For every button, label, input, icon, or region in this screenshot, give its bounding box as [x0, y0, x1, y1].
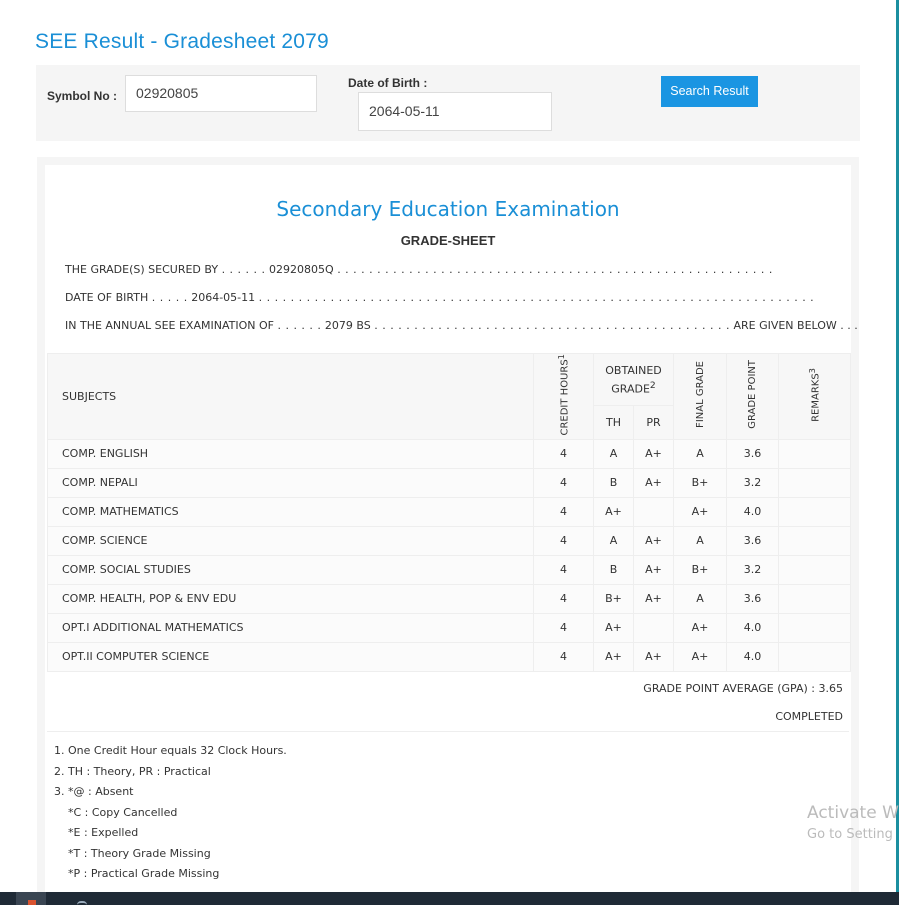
remarks-cell — [779, 584, 851, 613]
pr-grade-cell: A+ — [634, 584, 674, 613]
subject-cell: COMP. NEPALI — [48, 468, 534, 497]
page-title: SEE Result - Gradesheet 2079 — [35, 30, 329, 53]
credit-cell: 4 — [534, 584, 594, 613]
table-row — [48, 439, 851, 468]
grade-point-cell: 3.6 — [727, 584, 779, 613]
final-grade-cell: A+ — [674, 613, 727, 642]
grade-point-cell: 4.0 — [727, 613, 779, 642]
final-grade-cell: B+ — [674, 555, 727, 584]
remarks-cell — [779, 439, 851, 468]
subject-cell: COMP. MATHEMATICS — [48, 497, 534, 526]
remarks-cell — [779, 642, 851, 671]
exam-line-value: 2079 BS — [324, 319, 371, 332]
status-text: COMPLETED — [775, 710, 843, 723]
pr-header: PR — [634, 406, 674, 439]
grades-secured-line: THE GRADE(S) SECURED BY . . . . . . 02920805Q . . . . . . . . . . . . . . . . . . . . . . . . . . . . . . . . . . . . . . . . . . . . . . . . . . . . . . . — [65, 263, 773, 276]
note-item: *T : Theory Grade Missing — [68, 846, 211, 860]
table-row — [48, 613, 851, 642]
remarks-cell — [779, 613, 851, 642]
subject-cell: OPT.I ADDITIONAL MATHEMATICS — [48, 613, 534, 642]
grade-point-cell: 3.2 — [727, 555, 779, 584]
final-grade-cell: A+ — [674, 642, 727, 671]
note-item: 1. One Credit Hour equals 32 Clock Hours. — [54, 744, 287, 757]
final-grade-cell: A+ — [674, 497, 727, 526]
taskbar — [0, 892, 899, 905]
subject-cell: COMP. HEALTH, POP & ENV EDU — [48, 584, 534, 613]
subject-cell: OPT.II COMPUTER SCIENCE — [48, 642, 534, 671]
note-item: *C : Copy Cancelled — [68, 805, 178, 819]
th-grade-cell: A — [594, 526, 634, 555]
pr-grade-cell: A+ — [634, 642, 674, 671]
note-item: *E : Expelled — [68, 826, 139, 839]
dob-line-label: DATE OF BIRTH — [65, 291, 149, 304]
th-grade-cell: B — [594, 468, 634, 497]
table-row — [48, 584, 851, 613]
final-grade-cell: A — [674, 526, 727, 555]
th-grade-cell: A+ — [594, 497, 634, 526]
remarks-cell — [779, 555, 851, 584]
credit-cell: 4 — [534, 613, 594, 642]
credit-cell: 4 — [534, 526, 594, 555]
subject-cell: COMP. SOCIAL STUDIES — [48, 555, 534, 584]
th-grade-cell: A+ — [594, 613, 634, 642]
taskbar-edge-icon[interactable] — [77, 901, 87, 907]
credit-cell: 4 — [534, 439, 594, 468]
pr-grade-cell: A+ — [634, 468, 674, 497]
subjects-header: SUBJECTS — [48, 354, 534, 440]
pr-grade-cell: A+ — [634, 439, 674, 468]
remarks-cell — [779, 468, 851, 497]
final-grade-cell: A — [674, 439, 727, 468]
credit-hours-header: CREDIT HOURS$^1$ — [534, 354, 594, 440]
th-grade-cell: A — [594, 439, 634, 468]
footnotes — [54, 741, 287, 885]
obtained-grade-header: OBTAINED GRADE$^2$ — [594, 354, 674, 406]
grade-point-cell: 3.2 — [727, 468, 779, 497]
grades-secured-value: 02920805Q — [269, 263, 334, 276]
remarks-cell — [779, 526, 851, 555]
dob-label: Date of Birth : — [348, 76, 428, 90]
grade-point-cell: 4.0 — [727, 642, 779, 671]
remarks-header: REMARKS$^3$ — [779, 354, 851, 440]
th-grade-cell: B+ — [594, 584, 634, 613]
table-row — [48, 555, 851, 584]
final-grade-cell: A — [674, 584, 727, 613]
grade-table-body — [48, 439, 851, 671]
symbol-input[interactable]: 02920805 — [125, 75, 317, 112]
activation-watermark-subtitle: Go to Setting — [807, 827, 893, 842]
search-result-button[interactable]: Search Result — [661, 76, 758, 107]
th-grade-cell: B — [594, 555, 634, 584]
grade-point-header: GRADE POINT — [727, 354, 779, 440]
credit-cell: 4 — [534, 468, 594, 497]
note-item: 2. TH : Theory, PR : Practical — [54, 764, 211, 778]
final-grade-cell: B+ — [674, 468, 727, 497]
credit-cell: 4 — [534, 555, 594, 584]
grade-table — [47, 353, 851, 672]
exam-line-suffix: ARE GIVEN BELOW . . . — [733, 319, 858, 332]
pr-grade-cell — [634, 497, 674, 526]
table-row — [48, 497, 851, 526]
final-grade-header: FINAL GRADE — [674, 354, 727, 440]
credit-cell: 4 — [534, 642, 594, 671]
subject-cell: COMP. SCIENCE — [48, 526, 534, 555]
table-row — [48, 468, 851, 497]
gpa-text: GRADE POINT AVERAGE (GPA) : 3.65 — [643, 682, 843, 695]
divider — [47, 731, 849, 732]
note-item: *P : Practical Grade Missing — [68, 867, 220, 880]
th-grade-cell: A+ — [594, 642, 634, 671]
grades-secured-label: THE GRADE(S) SECURED BY — [65, 263, 219, 276]
taskbar-app-icon[interactable] — [16, 892, 46, 905]
activation-watermark-title: Activate W — [807, 803, 899, 823]
remarks-cell — [779, 497, 851, 526]
pr-grade-cell: A+ — [634, 526, 674, 555]
sheet-subtitle: GRADE-SHEET — [400, 233, 496, 248]
sheet-title: Secondary Education Examination — [276, 197, 620, 221]
subject-cell: COMP. ENGLISH — [48, 439, 534, 468]
credit-cell: 4 — [534, 497, 594, 526]
pr-grade-cell — [634, 613, 674, 642]
search-panel — [36, 65, 860, 141]
grade-point-cell: 4.0 — [727, 497, 779, 526]
grade-point-cell: 3.6 — [727, 526, 779, 555]
dob-line-value: 2064-05-11 — [191, 291, 256, 304]
exam-line-label: IN THE ANNUAL SEE EXAMINATION OF — [65, 319, 274, 332]
dob-input[interactable]: 2064-05-11 — [358, 92, 552, 131]
note-item: 3. *@ : Absent — [54, 785, 134, 798]
pr-grade-cell: A+ — [634, 555, 674, 584]
symbol-label: Symbol No : — [47, 89, 118, 103]
table-row — [48, 642, 851, 671]
exam-line: IN THE ANNUAL SEE EXAMINATION OF . . . . . . 2079 BS . . . . . . . . . . . . . . . . . . . . . . . . . . . . . . . . . . . . . . . . . . . . . ARE GIVEN BELOW . . . — [65, 319, 858, 332]
grade-point-cell: 3.6 — [727, 439, 779, 468]
th-header: TH — [594, 406, 634, 439]
table-row — [48, 526, 851, 555]
dob-line: DATE OF BIRTH . . . . . 2064-05-11 . . . . . . . . . . . . . . . . . . . . . . . . . . . . . . . . . . . . . . . . . . . . . . . . . . . . . . . . . . . . . . . . . . . . . . — [65, 291, 815, 304]
